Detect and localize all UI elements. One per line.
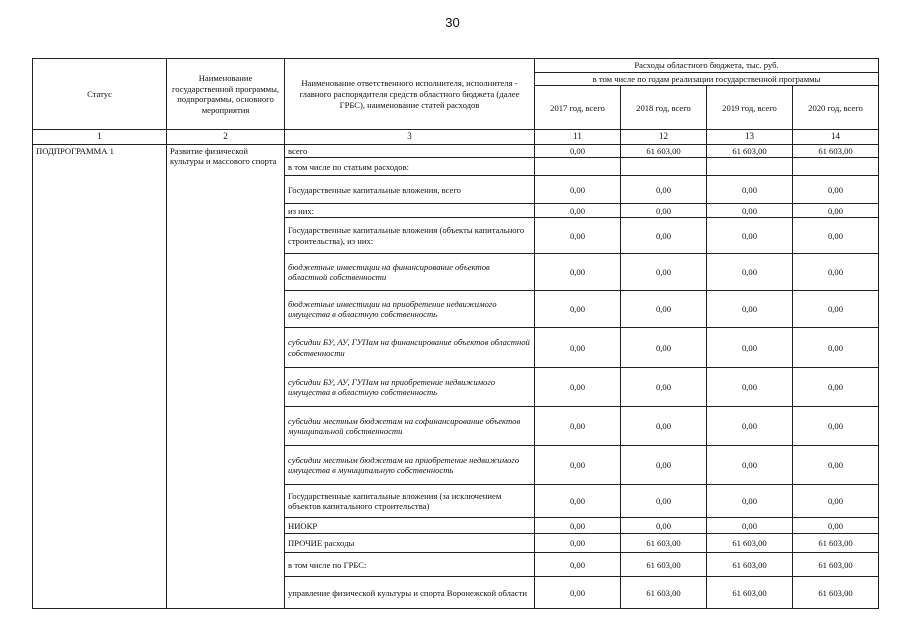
value-cell: 61 603,00	[793, 534, 879, 553]
value-cell: 0,00	[535, 144, 621, 158]
year-2018-header: 2018 год, всего	[621, 86, 707, 130]
column-number: 1	[33, 130, 167, 144]
program-name-cell: Развитие физической культуры и массового спорта	[167, 144, 285, 609]
value-cell: 0,00	[621, 407, 707, 446]
value-cell: 0,00	[793, 254, 879, 291]
expense-item-label: всего	[285, 144, 535, 158]
expense-item-label: НИОКР	[285, 518, 535, 534]
value-cell: 61 603,00	[707, 553, 793, 577]
table-row	[33, 144, 879, 158]
value-cell: 0,00	[793, 485, 879, 518]
value-cell: 61 603,00	[707, 144, 793, 158]
value-cell: 61 603,00	[707, 577, 793, 609]
value-cell: 0,00	[621, 328, 707, 368]
value-cell	[621, 158, 707, 176]
expenses-sub-header: в том числе по годам реализации государственной программы	[535, 72, 879, 86]
expense-item-label: в том числе по ГРБС:	[285, 553, 535, 577]
value-cell: 0,00	[793, 176, 879, 204]
year-2019-header: 2019 год, всего	[707, 86, 793, 130]
column-number: 3	[285, 130, 535, 144]
value-cell	[707, 158, 793, 176]
value-cell: 0,00	[707, 368, 793, 407]
column-number: 2	[167, 130, 285, 144]
value-cell: 0,00	[707, 328, 793, 368]
value-cell: 0,00	[793, 328, 879, 368]
expense-item-label: Государственные капитальные вложения (за исключением объектов капитального строительства)	[285, 485, 535, 518]
year-2020-header: 2020 год, всего	[793, 86, 879, 130]
value-cell: 61 603,00	[621, 553, 707, 577]
program-name-header: Наименование государственной программы, подпрограммы, основного мероприятия	[167, 59, 285, 130]
column-number: 14	[793, 130, 879, 144]
value-cell: 61 603,00	[793, 553, 879, 577]
value-cell: 0,00	[621, 485, 707, 518]
column-number: 13	[707, 130, 793, 144]
value-cell: 61 603,00	[707, 534, 793, 553]
value-cell: 61 603,00	[793, 577, 879, 609]
value-cell: 61 603,00	[621, 144, 707, 158]
value-cell: 0,00	[621, 218, 707, 254]
column-number: 11	[535, 130, 621, 144]
value-cell: 0,00	[535, 446, 621, 485]
column-number-row	[33, 130, 879, 144]
value-cell: 0,00	[535, 176, 621, 204]
value-cell: 0,00	[707, 407, 793, 446]
value-cell: 0,00	[707, 446, 793, 485]
status-header: Статус	[33, 59, 167, 130]
value-cell: 0,00	[793, 518, 879, 534]
value-cell: 0,00	[621, 446, 707, 485]
table-body	[33, 59, 879, 609]
value-cell: 61 603,00	[793, 144, 879, 158]
value-cell: 0,00	[707, 218, 793, 254]
budget-table	[32, 58, 879, 609]
value-cell: 0,00	[793, 204, 879, 218]
value-cell: 0,00	[707, 204, 793, 218]
expenses-title-header: Расходы областного бюджета, тыс. руб.	[535, 59, 879, 73]
value-cell: 0,00	[535, 368, 621, 407]
value-cell: 0,00	[621, 204, 707, 218]
value-cell: 0,00	[535, 534, 621, 553]
value-cell: 0,00	[535, 254, 621, 291]
expense-item-label: ПРОЧИЕ расходы	[285, 534, 535, 553]
value-cell	[793, 158, 879, 176]
expense-item-label: управление физической культуры и спорта Воронежской области	[285, 577, 535, 609]
value-cell: 0,00	[535, 328, 621, 368]
expense-item-label: субсидии БУ, АУ, ГУПам на приобретение недвижимого имущества в областную собственность	[285, 368, 535, 407]
year-2017-header: 2017 год, всего	[535, 86, 621, 130]
value-cell: 0,00	[707, 254, 793, 291]
value-cell: 0,00	[707, 518, 793, 534]
value-cell	[535, 158, 621, 176]
value-cell: 0,00	[621, 518, 707, 534]
expense-item-label: бюджетные инвестиции на приобретение недвижимого имущества в областную собственность	[285, 291, 535, 328]
value-cell: 61 603,00	[621, 577, 707, 609]
value-cell: 0,00	[793, 368, 879, 407]
value-cell: 0,00	[793, 446, 879, 485]
expense-item-label: субсидии БУ, АУ, ГУПам на финансирование объектов областной собственности	[285, 328, 535, 368]
expense-item-label: бюджетные инвестиции на финансирование объектов областной собственности	[285, 254, 535, 291]
column-number: 12	[621, 130, 707, 144]
value-cell: 0,00	[535, 291, 621, 328]
expense-item-label: субсидии местным бюджетам на софинансирование объектов муниципальной собственности	[285, 407, 535, 446]
value-cell: 0,00	[535, 204, 621, 218]
expense-item-label: субсидии местным бюджетам на приобретение недвижимого имущества в муниципальную собственность	[285, 446, 535, 485]
value-cell: 0,00	[707, 485, 793, 518]
value-cell: 0,00	[535, 485, 621, 518]
value-cell: 0,00	[535, 577, 621, 609]
value-cell: 0,00	[793, 218, 879, 254]
value-cell: 0,00	[535, 518, 621, 534]
value-cell: 0,00	[621, 368, 707, 407]
value-cell: 0,00	[707, 291, 793, 328]
expense-item-label: Государственные капитальные вложения (объекты капитального строительства), из них:	[285, 218, 535, 254]
value-cell: 61 603,00	[621, 534, 707, 553]
header-row	[33, 59, 879, 73]
value-cell: 0,00	[535, 407, 621, 446]
value-cell: 0,00	[621, 291, 707, 328]
expense-item-label: Государственные капитальные вложения, всего	[285, 176, 535, 204]
executor-header: Наименование ответственного исполнителя, исполнителя - главного распорядителя средств областного бюджета (далее ГРБС), наименование статей расходов	[285, 59, 535, 130]
status-cell: ПОДПРОГРАММА 1	[33, 144, 167, 609]
expense-item-label: в том числе по статьям расходов:	[285, 158, 535, 176]
expense-item-label: из них:	[285, 204, 535, 218]
value-cell: 0,00	[621, 254, 707, 291]
value-cell: 0,00	[793, 407, 879, 446]
value-cell: 0,00	[621, 176, 707, 204]
value-cell: 0,00	[535, 553, 621, 577]
value-cell: 0,00	[707, 176, 793, 204]
value-cell: 0,00	[535, 218, 621, 254]
value-cell: 0,00	[793, 291, 879, 328]
page-number: 30	[445, 15, 460, 30]
